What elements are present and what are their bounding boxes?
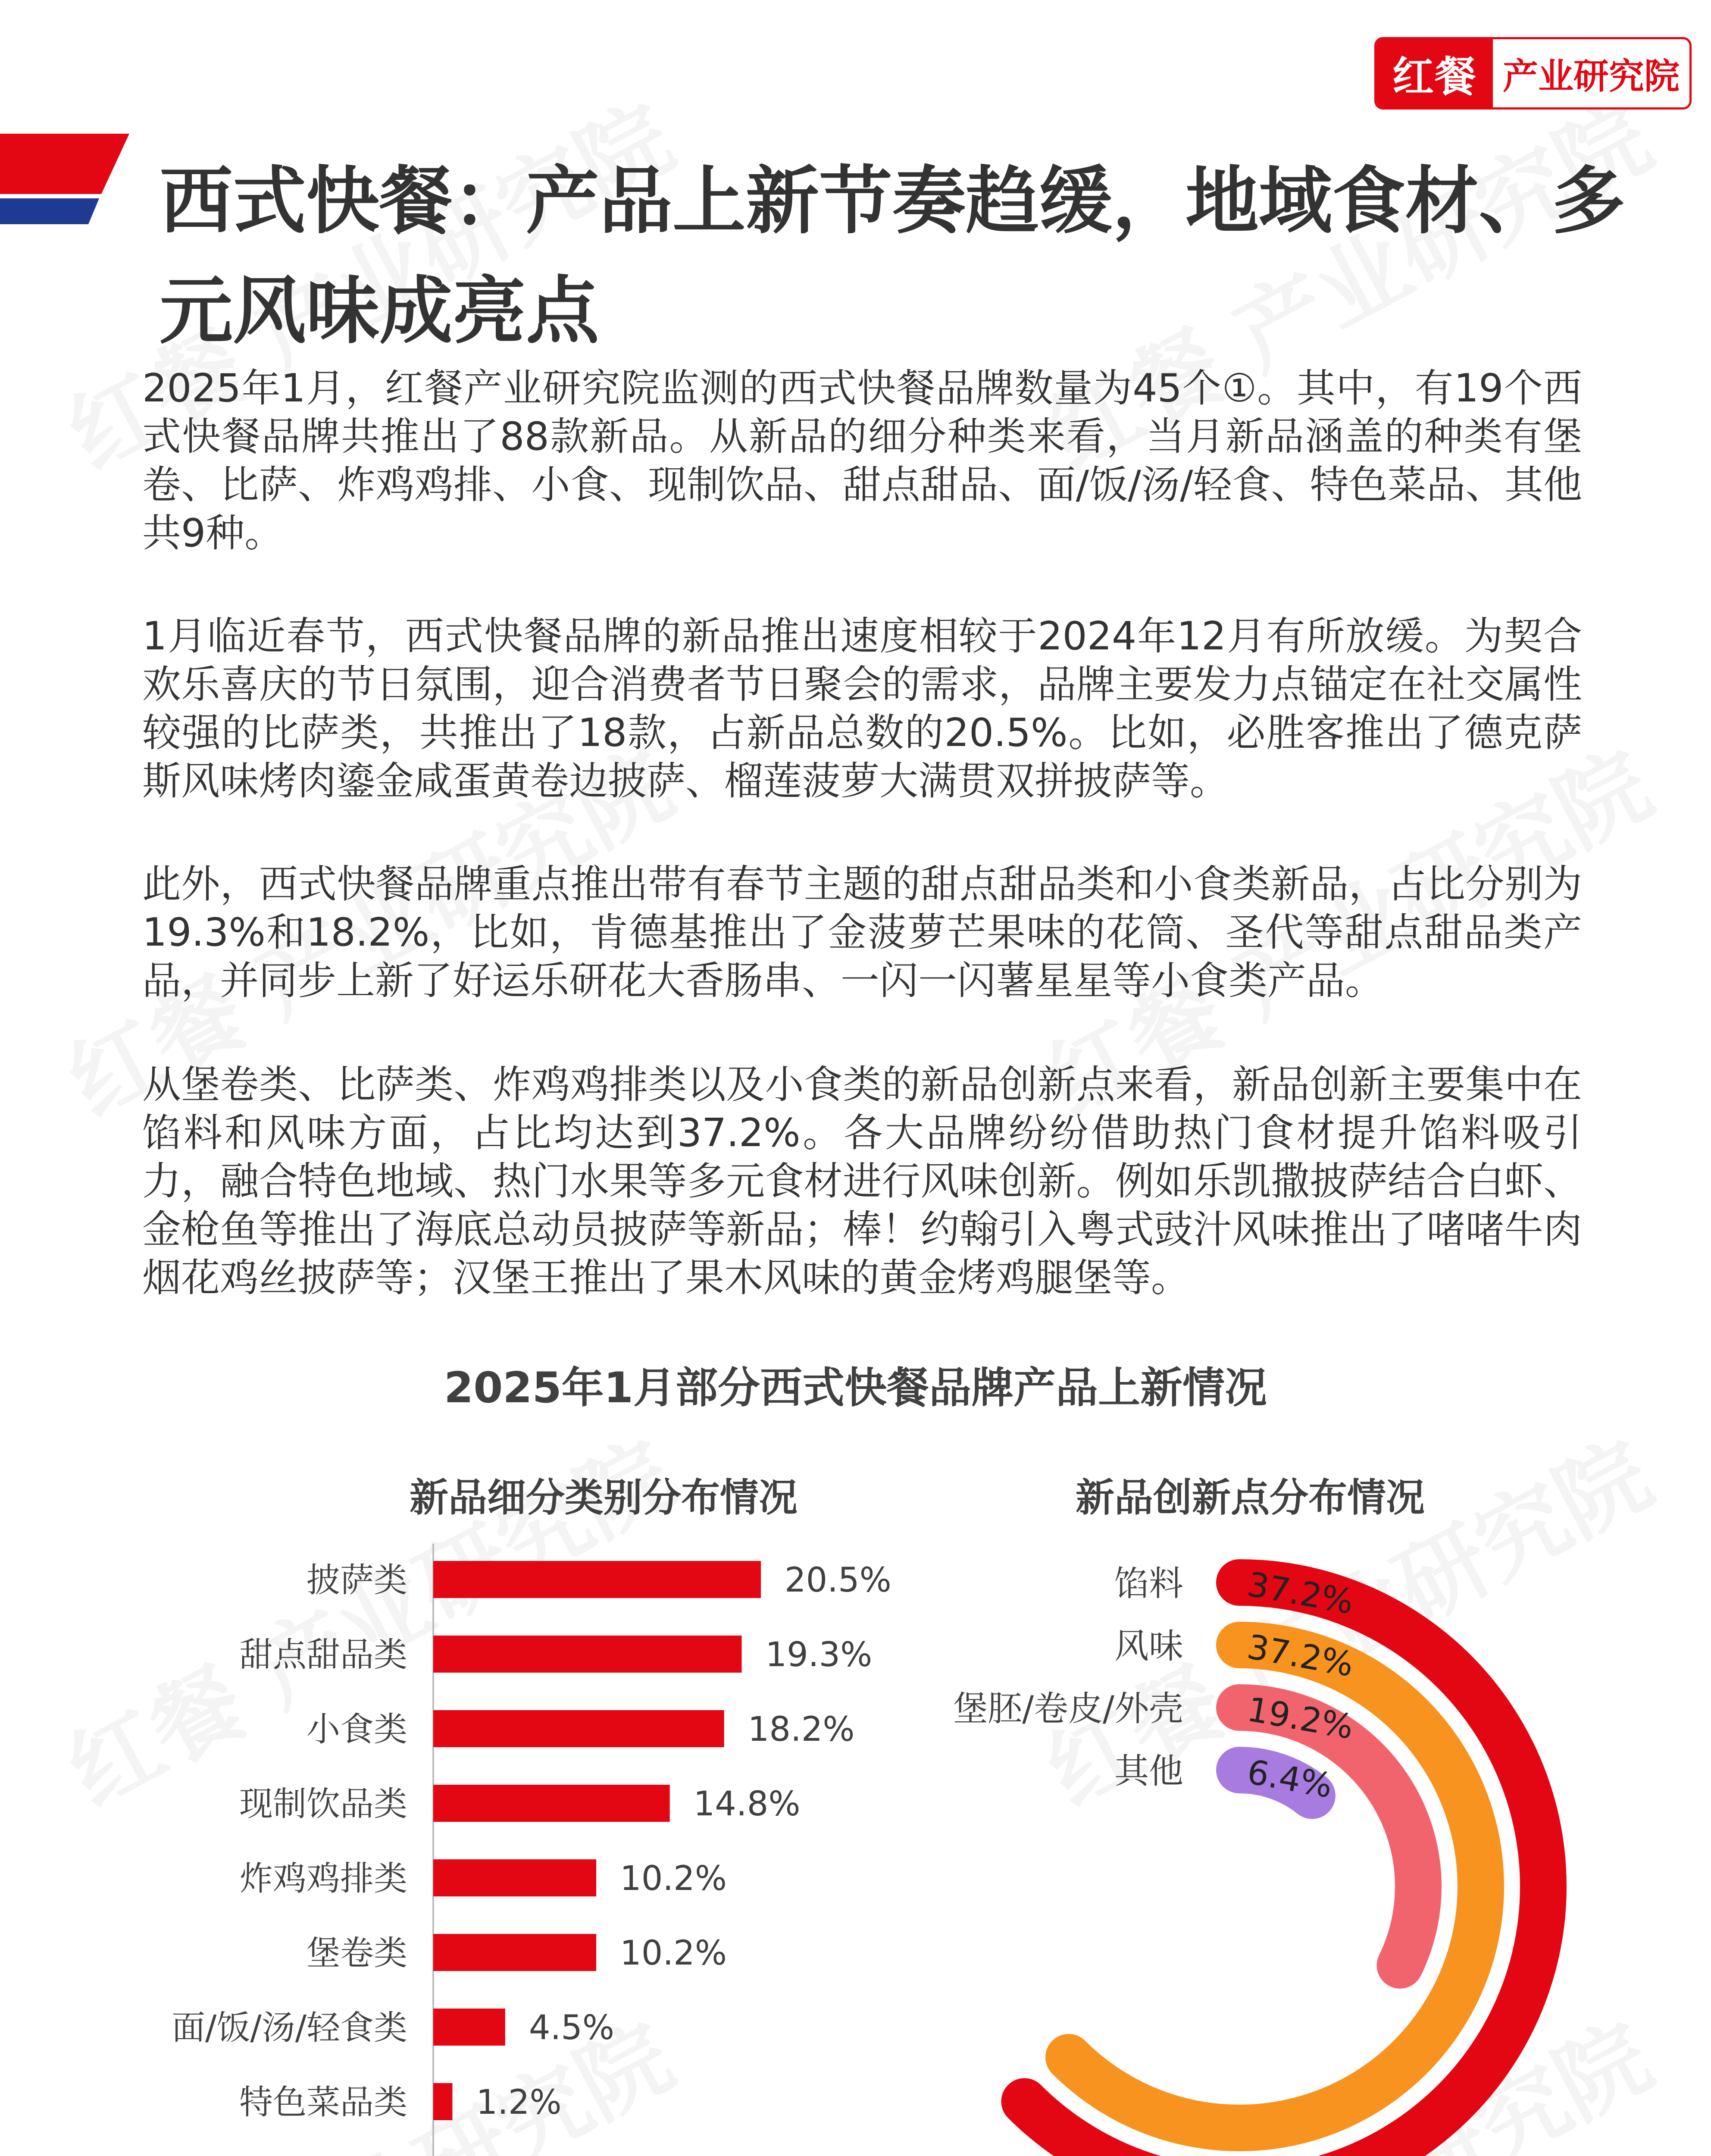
radial-value-label: 19.2%: [1244, 1690, 1357, 1747]
bar: [433, 1561, 761, 1598]
bar-value-label: 14.8%: [693, 1785, 801, 1824]
bar-value-label: 1.2%: [476, 2083, 562, 2122]
bar-value-label: 10.2%: [620, 1934, 727, 1973]
paragraph-1: 2025年1月，红餐产业研究院监测的西式快餐品牌数量为45个①。其中，有19个西式快餐品牌共推出了88款新品。从新品的细分种类来看，当月新品涵盖的种类有堡卷、比萨、炸鸡鸡排、小食、现制饮品、甜点甜品、面/饭/汤/轻食、特色菜品、其他共9种。: [142, 366, 1582, 556]
bar: [433, 1934, 596, 1971]
logo-text: 产业研究院: [1502, 56, 1680, 97]
bar-value-label: 18.2%: [748, 1710, 855, 1749]
bar-category-label: 披萨类: [306, 1561, 407, 1600]
paragraph-3: 此外，西式快餐品牌重点推出带有春节主题的甜点甜品类和小食类新品，占比分别为19.3%和18.2%，比如，肯德基推出了金菠萝芒果味的花筒、圣代等甜点甜品类产品，并同步上新了好运乐研花大香肠串、一闪一闪薯星星等小食类产品。: [142, 862, 1582, 1003]
bar-category-label: 堡卷类: [306, 1934, 407, 1973]
bar-category-label: 现制饮品类: [239, 1785, 407, 1824]
bar-value-label: 10.2%: [620, 1859, 727, 1898]
page-title: 西式快餐：产品上新节奏趋缓，地域食材、多元风味成亮点: [160, 159, 1626, 354]
radial-bar: [1239, 1708, 1418, 1965]
radial-chart-title: 新品创新点分布情况: [1076, 1475, 1425, 1520]
bar-category-label: 炸鸡鸡排类: [239, 1859, 407, 1898]
bar: [433, 2009, 505, 2046]
paragraph-2: 1月临近春节，西式快餐品牌的新品推出速度相较于2024年12月有所放缓。为契合欢乐喜庆的节日氛围，迎合消费者节日聚会的需求，品牌主要发力点锚定在社交属性较强的比萨类，共推出了18款，占新品总数的20.5%。比如，必胜客推出了德克萨斯风味烤肉鎏金咸蛋黄卷边披萨、榴莲菠萝大满贯双拼披萨等。: [142, 614, 1582, 804]
radial-category-label: 馅料: [1114, 1564, 1183, 1604]
bar: [433, 1636, 742, 1673]
bar-category-label: 特色菜品类: [239, 2083, 407, 2122]
radial-bar-chart: [953, 1564, 1543, 2156]
figure-title: 2025年1月部分西式快餐品牌产品上新情况: [444, 1363, 1267, 1413]
bar-value-label: 20.5%: [785, 1561, 891, 1600]
radial-category-label: 其他: [1114, 1751, 1183, 1791]
radial-category-label: 风味: [1114, 1626, 1183, 1666]
bar: [433, 2083, 452, 2120]
radial-value-label: 37.2%: [1244, 1627, 1357, 1685]
bar: [433, 1710, 724, 1747]
bar-chart-title: 新品细分类别分布情况: [410, 1475, 798, 1520]
bar: [433, 1859, 596, 1896]
radial-value-label: 6.4%: [1244, 1752, 1336, 1806]
bar-value-label: 4.5%: [529, 2009, 615, 2047]
bar: [433, 1785, 670, 1822]
bar-chart: [172, 1544, 891, 2156]
bar-category-label: 小食类: [306, 1710, 407, 1749]
bar-category-label: 甜点甜品类: [239, 1636, 407, 1674]
radial-value-label: 37.2%: [1244, 1565, 1357, 1622]
paragraph-4: 从堡卷类、比萨类、炸鸡鸡排类以及小食类的新品创新点来看，新品创新主要集中在馅料和风味方面，占比均达到37.2%。各大品牌纷纷借助热门食材提升馅料吸引力，融合特色地域、热门水果等多元食材进行风味创新。例如乐凯撒披萨结合白虾、金枪鱼等推出了海底总动员披萨等新品；棒！约翰引入粤式豉汁风味推出了啫啫牛肉烟花鸡丝披萨等；汉堡王推出了果木风味的黄金烤鸡腿堡等。: [142, 1062, 1582, 1300]
radial-category-label: 堡胚/卷皮/外壳: [953, 1689, 1183, 1729]
bar-value-label: 19.3%: [765, 1636, 873, 1674]
bar-category-label: 面/饭/汤/轻食类: [172, 2009, 407, 2047]
logo-mark: 红餐: [1376, 39, 1493, 107]
